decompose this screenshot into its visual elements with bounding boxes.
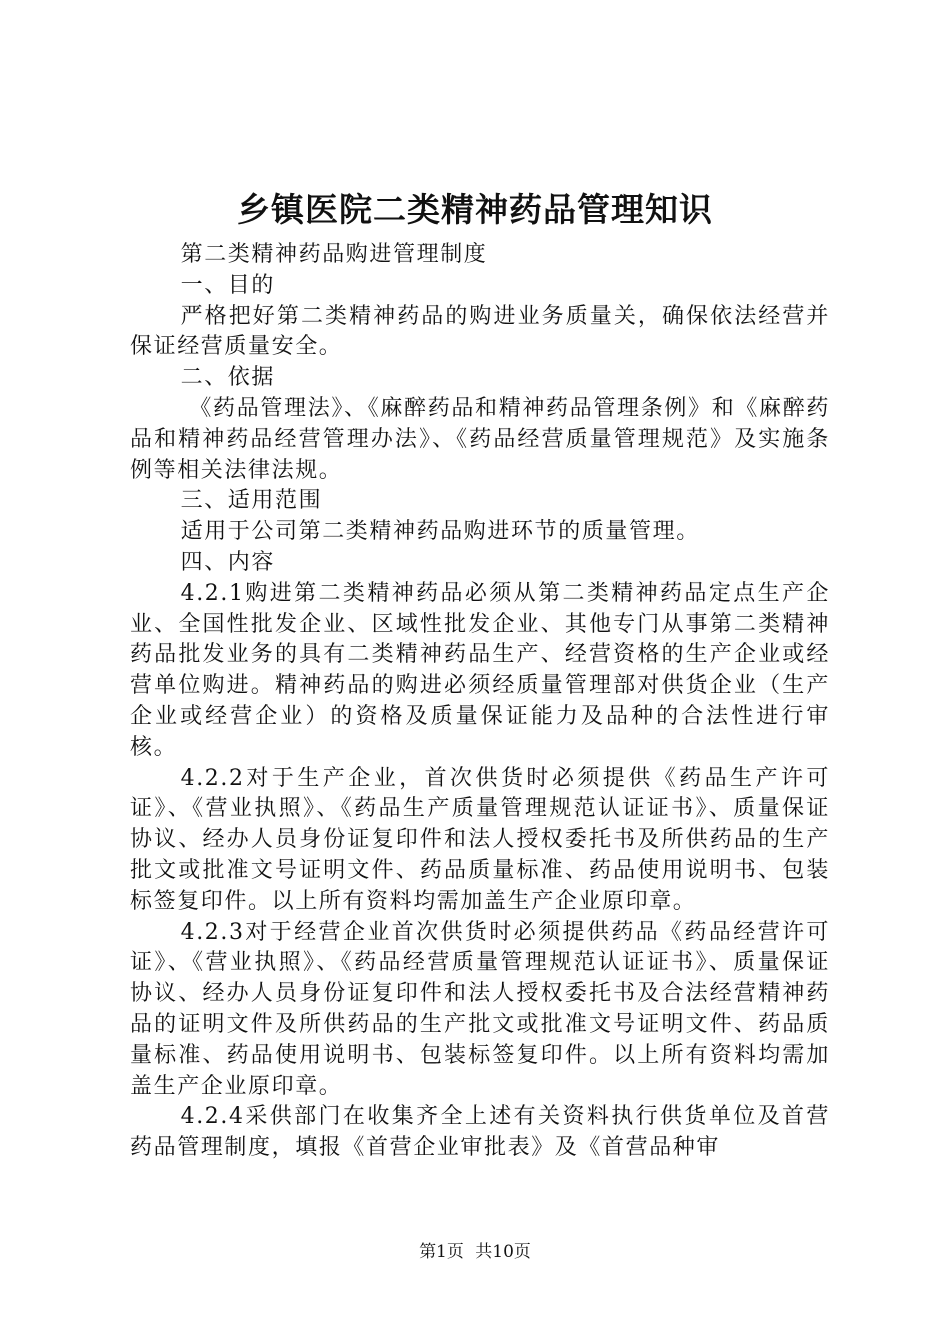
paragraph: 4.2.4采供部门在收集齐全上述有关资料执行供货单位及首营药品管理制度，填报《首营企业审批表》及《首营品种审	[130, 1104, 830, 1161]
page-number-footer: 第1页 共10页	[419, 1242, 531, 1262]
paragraph: 严格把好第二类精神药品的购进业务质量关，确保依法经营并保证经营质量安全。	[130, 303, 830, 360]
document-body	[130, 240, 830, 1164]
section-heading: 第二类精神药品购进管理制度	[180, 242, 488, 267]
section-heading: 三、适用范围	[180, 488, 323, 514]
paragraph: 4.2.1购进第二类精神药品必须从第二类精神药品定点生产企业、全国性批发企业、区域性批发企业、其他专门从事第二类精神药品批发业务的具有二类精神药品生产、经营资格的生产企业或经营单位购进。精神药品的购进必须经质量管理部对供货企业（生产企业或经营企业）的资格及质量保证能力及品种的合法性进行审核。	[130, 580, 830, 760]
document-title: 乡镇医院二类精神药品管理知识	[237, 190, 713, 229]
paragraph: 《药品管理法》、《麻醉药品和精神药品管理条例》和《麻醉药品和精神药品经营管理办法》、《药品经营质量管理规范》及实施条例等相关法律法规。	[130, 395, 830, 483]
section-heading: 一、目的	[180, 272, 275, 298]
paragraph: 适用于公司第二类精神药品购进环节的质量管理。	[180, 519, 700, 545]
section-heading: 二、依据	[180, 365, 275, 391]
section-heading: 四、内容	[180, 549, 275, 575]
paragraph: 4.2.3对于经营企业首次供货时必须提供药品《药品经营许可证》、《营业执照》、《药品经营质量管理规范认证证书》、质量保证协议、经办人员身份证复印件和法人授权委托书及合法经营精神药品的证明文件及所供药品的生产批文或批准文号证明文件、药品质量标准、药品使用说明书、包装标签复印件。以上所有资料均需加盖生产企业原印章。	[130, 919, 830, 1099]
paragraph: 4.2.2对于生产企业，首次供货时必须提供《药品生产许可证》、《营业执照》、《药品生产质量管理规范认证证书》、质量保证协议、经办人员身份证复印件和法人授权委托书及所供药品的生产批文或批准文号证明文件、药品质量标准、药品使用说明书、包装标签复印件。以上所有资料均需加盖生产企业原印章。	[130, 765, 830, 914]
